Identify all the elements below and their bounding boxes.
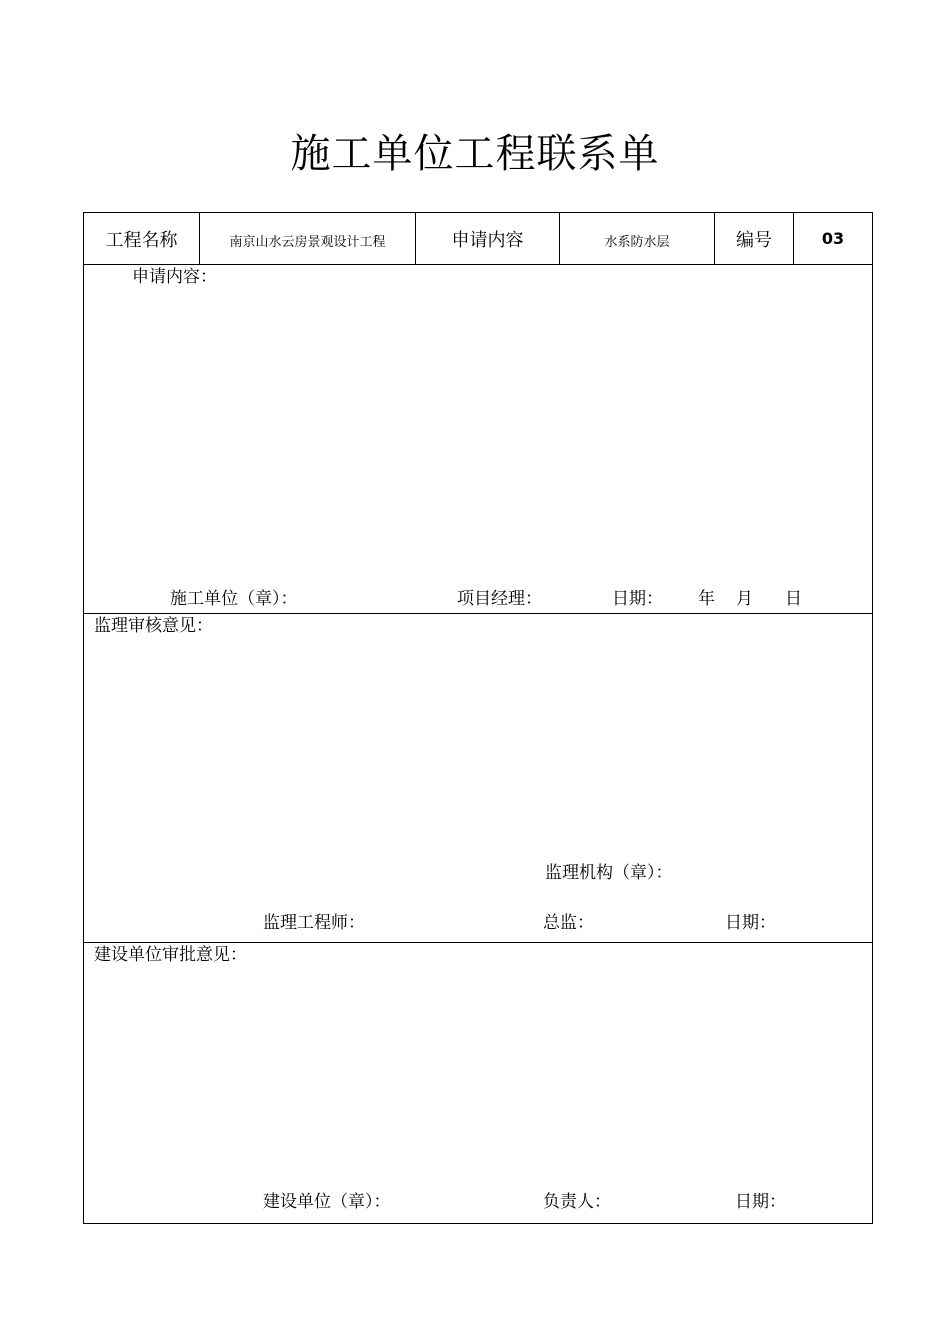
contractor-seal-label: 施工单位（章）： [170,589,298,609]
project-name-value: 南京山水云房景观设计工程 [200,213,416,264]
owner-seal-label: 建设单位（章）： [263,1192,391,1212]
number-label: 编号 [715,213,794,264]
date-month-label: 月 [736,589,753,609]
chief-supervisor-label: 总监： [543,913,594,933]
request-date-label: 日期： [612,589,663,609]
request-content-value: 水系防水层 [560,213,715,264]
supervision-date-label: 日期： [725,913,776,933]
supervision-section [84,614,872,943]
project-name-label: 工程名称 [84,213,200,264]
request-section [84,265,872,614]
project-manager-label: 项目经理： [457,589,542,609]
request-content-label: 申请内容 [416,213,560,264]
owner-approval-heading: 建设单位审批意见： [94,945,247,965]
header-row [84,213,872,265]
owner-section [84,943,872,1223]
contact-form-table [83,212,873,1224]
document-title: 施工单位工程联系单 [290,131,660,177]
number-value: 03 [821,229,845,248]
supervision-engineer-label: 监理工程师： [263,913,365,933]
supervision-opinion-heading: 监理审核意见： [94,616,213,636]
supervision-agency-seal-label: 监理机构（章）： [545,863,673,883]
responsible-person-label: 负责人： [543,1192,611,1212]
owner-date-label: 日期： [735,1192,786,1212]
date-year-label: 年 [698,589,715,609]
date-day-label: 日 [785,589,802,609]
request-content-heading: 申请内容： [132,267,217,287]
